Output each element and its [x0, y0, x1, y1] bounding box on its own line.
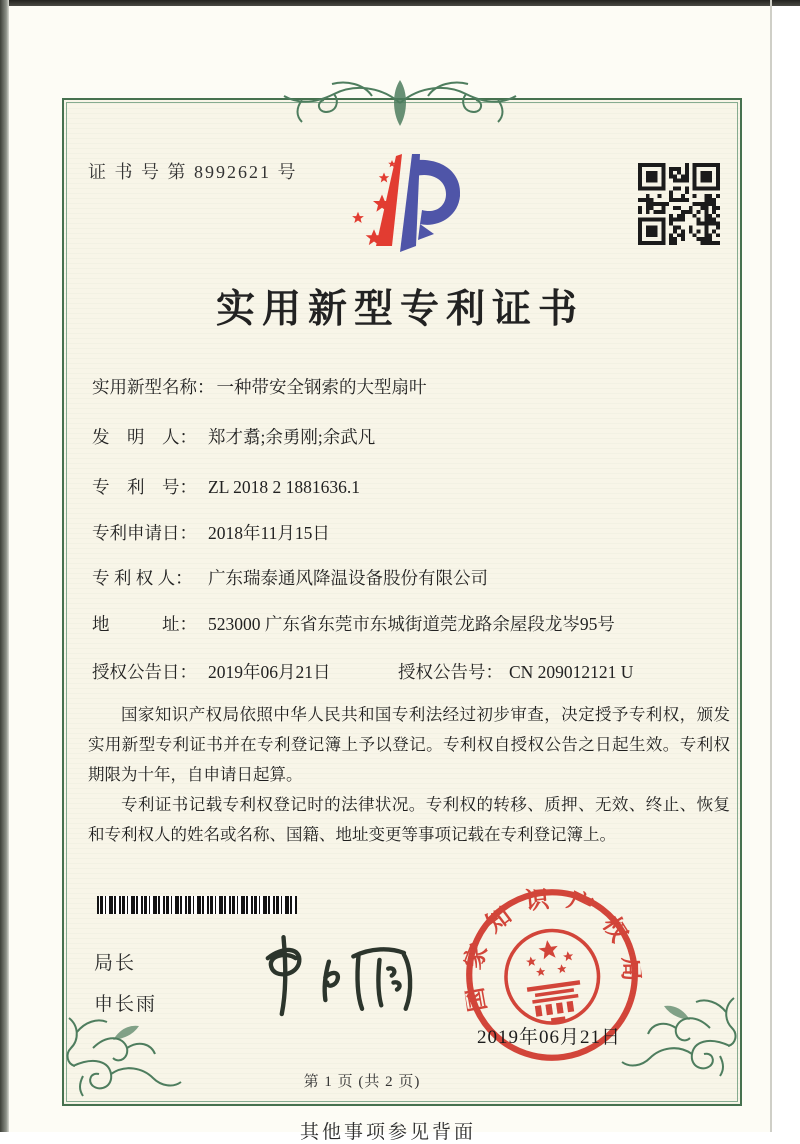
national-emblem [500, 924, 605, 1029]
certificate-number: 证 书 号 第 8992621 号 [88, 162, 298, 182]
scan-edge-right [770, 0, 772, 1132]
field-label: 授权公告号： [398, 662, 503, 682]
signer-block [94, 948, 157, 1030]
legal-body-text [88, 700, 730, 850]
field-patentee [92, 565, 488, 590]
field-value: 郑才翥;余勇刚;余武凡 [208, 427, 376, 447]
barcode-icon [97, 896, 297, 914]
field-label: 发 明 人： [92, 427, 197, 447]
field-patent-number [92, 474, 360, 499]
seal-date: 2019年06月21日 [477, 1027, 622, 1048]
field-inventors [92, 424, 375, 449]
page-number: 第 1 页 (共 2 页) [303, 1074, 421, 1090]
field-grant-date [92, 659, 331, 684]
handwritten-signature-icon [216, 925, 454, 1021]
field-label: 专 利 权 人： [92, 568, 193, 588]
field-utility-model-name [92, 374, 427, 399]
signer-name: 申长雨 [94, 994, 158, 1015]
field-label: 专利申请日： [92, 523, 197, 543]
field-value: 广东瑞泰通风降温设备股份有限公司 [208, 568, 488, 588]
field-label: 授权公告日： [92, 662, 197, 682]
field-grant-number [398, 659, 633, 684]
back-side-note: 其他事项参见背面 [300, 1122, 477, 1143]
field-value: 523000 广东省东莞市东城街道莞龙路余屋段龙岑95号 [208, 614, 615, 634]
certificate-title: 实用新型专利证书 [215, 288, 584, 331]
cnipa-logo-icon [340, 146, 468, 258]
field-label: 实用新型名称： [92, 377, 215, 397]
field-label: 地 址： [92, 614, 197, 634]
qr-code-icon [638, 163, 720, 245]
field-value: 一种带安全钢索的大型扇叶 [216, 377, 427, 397]
field-filing-date [92, 520, 330, 545]
seal-text: 国家知识产权局 [459, 885, 644, 1014]
field-address [92, 611, 615, 636]
legal-paragraph-2: 专利证书记载专利权登记时的法律状况。专利权的转移、质押、无效、终止、恢复和专利权人的姓名或名称、国籍、地址变更等事项记载在专利登记簿上。 [88, 795, 730, 844]
legal-paragraph-1: 国家知识产权局依照中华人民共和国专利法经过初步审查，决定授予专利权，颁发实用新型专利证书并在专利登记簿上予以登记。专利权自授权公告之日起生效。专利权期限为十年，自申请日起算。 [88, 705, 730, 784]
field-value: CN 209012121 U [509, 662, 634, 682]
field-value: 2018年11月15日 [208, 523, 330, 543]
scan-edge-left [0, 0, 9, 1132]
field-value: 2019年06月21日 [208, 662, 331, 682]
field-value: ZL 2018 2 1881636.1 [208, 477, 360, 497]
field-label: 专 利 号： [92, 477, 197, 497]
signer-title: 局长 [94, 953, 137, 974]
